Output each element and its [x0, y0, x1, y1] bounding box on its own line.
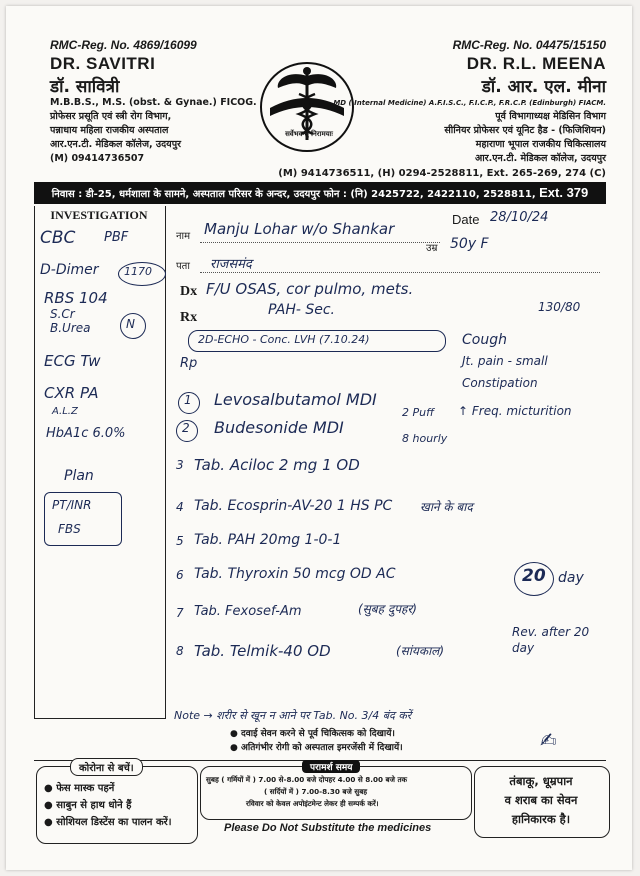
rx-symbol: Rx [180, 310, 198, 325]
investigation-entry: PT/INR [52, 498, 92, 512]
followup-days: 20 [522, 566, 546, 586]
investigation-entry: HbA1c 6.0% [46, 426, 126, 441]
medicine-item: Tab. PAH 20mg 1-0-1 [194, 532, 342, 548]
medicine-number: 4 [176, 500, 184, 514]
investigation-entry: D-Dimer [40, 262, 99, 278]
date-label: Date [452, 212, 480, 227]
note-line: Note → शरीर से खून न आने पर Tab. No. 3/4 बंद करें [174, 709, 412, 722]
logo-motto: सर्वेभवन्तु निरामयाः [285, 130, 333, 138]
name-rule [200, 242, 440, 243]
medicine-dose: (सांयकाल) [396, 644, 445, 658]
blood-pressure: 130/80 [538, 300, 581, 314]
medicine-item: Tab. Thyroxin 50 mcg OD AC [194, 566, 396, 582]
medicine-item: Budesonide MDI [214, 418, 344, 437]
investigation-entry: B.Urea [50, 321, 91, 335]
phone-numbers: (M) 9414736511, (H) 0294-2528811, Ext. 265-269, 274 (C) [278, 168, 606, 179]
substitute-warning: Please Do Not Substitute the medicines [224, 822, 432, 834]
corona-item-text: साबुन से हाथ धोने हैं [56, 800, 132, 811]
investigation-entry: A.L.Z [52, 406, 78, 417]
medicine-dose: 2 Puff [402, 406, 435, 419]
investigation-heading: INVESTIGATION [50, 208, 148, 222]
left-doctor-details [50, 96, 257, 166]
address-label: पता [176, 261, 190, 272]
medicine-number: 1 [184, 393, 192, 407]
left-detail-line: आर.एन.टी. मेडिकल कॉलेज, उदयपुर [50, 139, 181, 150]
medicine-number: 8 [176, 644, 184, 658]
dx-symbol: Dx [180, 284, 198, 299]
corona-list [44, 780, 172, 831]
complaint: Cough [462, 332, 507, 348]
complaint: Jt. pain - small [462, 354, 548, 368]
timing-line: सुबह ( गर्मियों में ) 7.00 से-8.00 बजे दोपहर 4.00 से 8.00 बजे तक [206, 775, 408, 784]
right-reg-number: RMC-Reg. No. 04475/15150 [452, 38, 606, 52]
medicine-number: 3 [176, 458, 184, 472]
left-detail-line: प्रोफेसर प्रसूति एवं स्त्री रोग विभाग, [50, 111, 172, 122]
investigation-entry: N [126, 317, 135, 331]
medicine-item: Tab. Aciloc 2 mg 1 OD [194, 456, 360, 474]
investigation-entry: ECG Tw [44, 352, 101, 370]
medicine-number: 7 [176, 606, 184, 620]
signature: ✍ [540, 728, 557, 752]
timing-line: ( सर्दियों में ) 7.00-8.30 बजे सुबह [264, 787, 368, 796]
investigation-entry: 1170 [124, 265, 152, 278]
right-doctor-name: DR. R.L. MEENA [466, 54, 606, 73]
left-reg-number: RMC-Reg. No. 4869/16099 [50, 38, 197, 52]
extension-number: Ext. 379 [539, 185, 589, 200]
left-detail-line: पन्नाधाय महिला राजकीय अस्पताल [50, 125, 169, 136]
medicine-number: 5 [176, 534, 184, 548]
medicine-number: 2 [182, 421, 190, 435]
patient-address: राजसमंद [210, 257, 252, 272]
rp-symbol: Rp [180, 356, 198, 371]
corona-item: ● साबुन से हाथ धोने हैं [44, 800, 132, 811]
corona-title: कोरोना से बचें। [70, 758, 143, 776]
left-doctor-name: DR. SAVITRI [50, 54, 156, 73]
instruction-line: ● अतिगंभीर रोगी को अस्पताल इमरजेंसी में दिखायें। [230, 743, 403, 753]
tobacco-line: हानिकारक है। [511, 812, 571, 826]
echo-finding: 2D-ECHO - Conc. LVH (7.10.24) [198, 333, 370, 346]
medicine-item: Tab. Fexosef-Am [194, 604, 302, 619]
left-detail-line: M.B.B.S., M.S. (obst. & Gynae.) FICOG. [50, 97, 257, 108]
tobacco-line: तंबाकू, धूम्रपान [509, 774, 573, 788]
diagnosis-line: F/U OSAS, cor pulmo, mets. [206, 280, 414, 298]
patient-name: Manju Lohar w/o Shankar [204, 220, 395, 238]
instruction-line: ● दवाई सेवन करने से पूर्व चिकित्सक को दिखायें। [230, 729, 395, 739]
medicine-item: Tab. Ecosprin-AV-20 1 HS PC [194, 498, 393, 514]
corona-item: ● सोशियल डिस्टेंस का पालन करें। [44, 817, 172, 828]
right-detail-line: आर.एन.टी. मेडिकल कॉलेज, उदयपुर [475, 153, 606, 164]
right-detail-line: पूर्व विभागाध्यक्ष मेडिसिन विभाग [495, 111, 606, 122]
investigation-entry: S.Cr [50, 307, 75, 321]
corona-item-text: सोशियल डिस्टेंस का पालन करें। [56, 817, 172, 828]
complaint: Constipation [462, 376, 538, 390]
timing-lines [206, 774, 407, 810]
address-text: निवास : डी-25, धर्मशाला के सामने, अस्पताल परिसर के अन्दर, उदयपुर फोन : (नि) 2425722, 2422110, 2528811, [51, 189, 536, 200]
right-detail-line: महाराणा भूपाल राजकीय चिकित्सालय [475, 139, 606, 150]
address-bar [34, 182, 606, 204]
medicine-number: 6 [176, 568, 184, 582]
investigation-entry: PBF [104, 230, 129, 245]
medicine-dose: खाने के बाद [420, 500, 473, 514]
address-rule [200, 272, 600, 273]
instruction-text: दवाई सेवन करने से पूर्व चिकित्सक को दिखायें। [241, 729, 395, 739]
investigation-entry: RBS 104 [44, 289, 108, 307]
left-doctor-name-hindi: डॉ. सावित्री [50, 77, 120, 97]
tobacco-warning [474, 772, 608, 829]
right-doctor-details [333, 96, 606, 166]
right-detail-line: MD ( Internal Medicine) A.F.I.S.C., F.I.C.P., F.R.C.P. (Edinburgh) FIACM. [333, 99, 606, 107]
timing-line: रविवार को केवल अपोइंटमेन्ट लेकर ही सम्पर्क करें। [246, 799, 379, 808]
medicine-item: Tab. Telmik-40 OD [194, 642, 331, 660]
right-doctor-name-hindi: डॉ. आर. एल. मीना [481, 77, 606, 97]
investigation-entry: CBC [40, 228, 76, 248]
medicine-dose: 8 hourly [402, 432, 448, 445]
instruction-text: अतिगंभीर रोगी को अस्पताल इमरजेंसी में दिखायें। [241, 743, 403, 753]
age-label: उम्र [426, 243, 438, 254]
complaint: ↑ Freq. micturition [458, 404, 572, 418]
review-note: Rev. after 20 day [512, 625, 590, 655]
age-value: 50y F [450, 236, 489, 252]
tobacco-line: व शराब का सेवन [504, 793, 578, 807]
investigation-entry: Plan [64, 468, 94, 484]
diagnosis-line: PAH- Sec. [268, 302, 335, 318]
right-detail-line: सीनियर प्रोफेसर एवं यूनिट हैड - (फिजिशियन) [444, 125, 606, 136]
date-value: 28/10/24 [490, 210, 549, 225]
medicine-dose: (सुबह दुपहर) [358, 602, 417, 616]
investigation-entry: CXR PA [44, 384, 99, 402]
timing-title: परामर्श समय [302, 760, 360, 773]
investigation-entry: FBS [58, 522, 81, 536]
corona-item-text: फेस मास्क पहनें [56, 783, 115, 794]
name-label: नाम [176, 231, 191, 242]
medicine-item: Levosalbutamol MDI [214, 390, 377, 409]
followup-unit: day [558, 570, 584, 586]
left-detail-line: (M) 09414736507 [50, 153, 145, 164]
corona-item: ● फेस मास्क पहनें [44, 783, 115, 794]
